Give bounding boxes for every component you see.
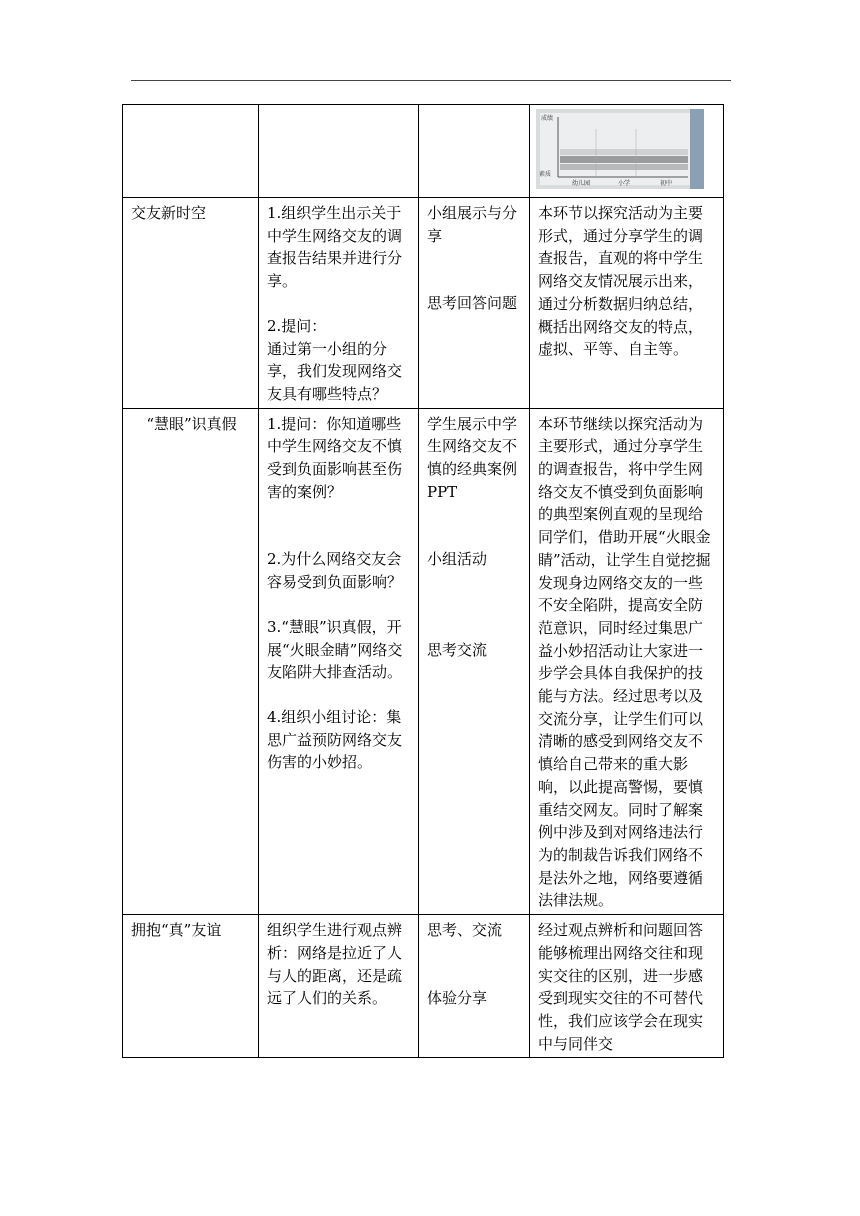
student-activity-cell xyxy=(419,915,530,1058)
teacher-activity-text: 3.“慧眼”识真假，开展“火眼金睛”网络交友陷阱大排查活动。 xyxy=(267,617,403,682)
table-cell xyxy=(530,105,724,198)
design-intent-text: 经过观点辨析和问题回答能够梳理出网络交往和现实交往的区别，进一步感受到现实交往的不可替代性，我们应该学会在现实中与同伴交 xyxy=(530,915,724,1058)
lesson-plan-table xyxy=(122,104,724,1058)
teacher-activity-text: 1.提问：你知道哪些中学生网络交友不慎受到负面影响甚至伤害的案例？ xyxy=(267,414,403,501)
chart-category-label: 初中 xyxy=(660,180,673,187)
student-activity-text: 思考回答问题 xyxy=(427,294,518,313)
teacher-activity-text: 2.为什么网络交友会容易受到负面影响？ xyxy=(267,550,403,592)
chart-category-label: 幼儿园 xyxy=(572,180,591,187)
table-row xyxy=(123,198,724,409)
section-title: “慧眼”识真假 xyxy=(123,408,259,914)
teacher-activity-cell xyxy=(259,408,419,914)
student-activity-text: 思考、交流 xyxy=(427,921,503,940)
teacher-activity-cell xyxy=(259,198,419,409)
teacher-activity-text: 4.组织小组讨论：集思广益预防网络交友伤害的小妙招。 xyxy=(267,707,403,772)
student-activity-cell xyxy=(419,408,530,914)
design-intent-text: 本环节继续以探究活动为主要形式，通过分享学生的调查报告，将中学生网络交友不慎受到负面影响的典型案例直观的呈现给同学们，借助开展“火眼金睛”活动，让学生自觉挖掘发现身边网络交友的一些不安全陷阱，提高安全防范意识，同时经过集思广益小妙招活动让大家进一步学会具体自我保护的技能与方法。经过思考以及交流分享，让学生们可以清晰的感受到网络交友不慎给自己带来的重大影响，以此提高警惕，要慎重结交网友。同时了解案例中涉及到对网络违法行为的制裁告诉我们网络不是法外之地，网络要遵循法律法规。 xyxy=(530,408,724,914)
student-activity-text: 小组展示与分享 xyxy=(427,204,518,245)
survey-chart-photo xyxy=(536,109,704,189)
table-row xyxy=(123,408,724,914)
teacher-activity-text: 通过第一小组的分享，我们发现网络交友具有哪些特点？ xyxy=(267,339,403,403)
table-cell xyxy=(419,105,530,198)
student-activity-text: 学生展示中学生网络交友不慎的经典案例PPT xyxy=(427,414,518,501)
header-rule xyxy=(131,80,731,81)
section-title: 拥抱“真”友谊 xyxy=(123,915,259,1058)
teacher-activity-text: 2.提问： xyxy=(267,316,327,335)
student-activity-text: 体验分享 xyxy=(427,988,488,1007)
chart-y-label: 成绩 xyxy=(541,115,554,122)
table-cell xyxy=(259,105,419,198)
chart-corner-label: 素质 xyxy=(539,171,552,178)
table-row xyxy=(123,915,724,1058)
table-cell xyxy=(123,105,259,198)
teacher-activity-text: 组织学生进行观点辨析：网络是拉近了人与人的距离，还是疏远了人们的关系。 xyxy=(259,915,419,1058)
teacher-activity-text: 1.组织学生出示关于中学生网络交友的调查报告结果并进行分享。 xyxy=(267,204,403,291)
table-row xyxy=(123,105,724,198)
student-activity-cell xyxy=(419,198,530,409)
design-intent-text: 本环节以探究活动为主要形式，通过分享学生的调查报告，直观的将中学生网络交友情况展示出来，通过分析数据归纳总结，概括出网络交友的特点，虚拟、平等、自主等。 xyxy=(530,198,724,409)
student-activity-text: 思考交流 xyxy=(427,641,488,660)
chart-category-label: 小学 xyxy=(618,180,631,187)
student-activity-text: 小组活动 xyxy=(427,550,488,569)
section-title: 交友新时空 xyxy=(123,198,259,409)
